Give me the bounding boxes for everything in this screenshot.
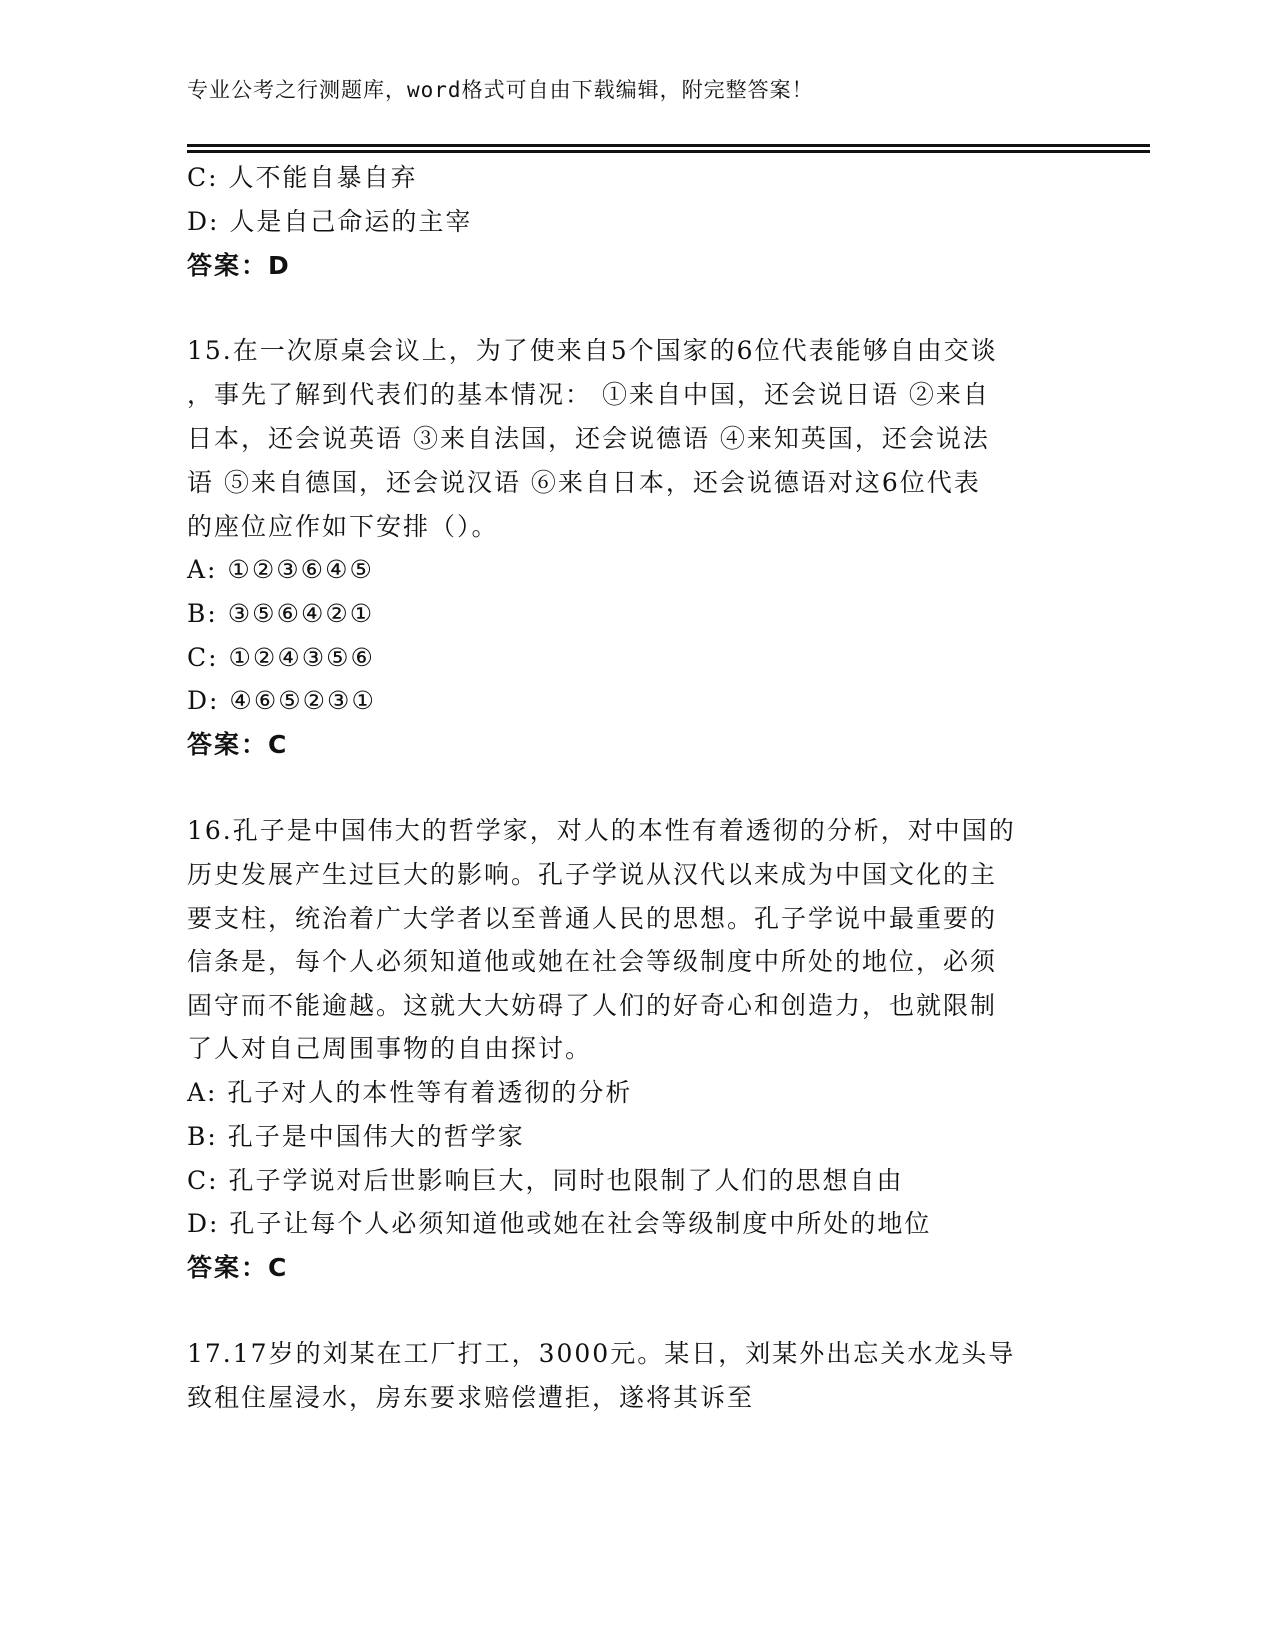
q14-answer: 答案：D — [187, 251, 291, 280]
header-rule-top — [187, 144, 1150, 147]
q15-option-b: B: ③⑤⑥④②① — [187, 599, 375, 628]
q15-stem-line: 语 ⑤来自德国，还会说汉语 ⑥来自日本，还会说德语对这6位代表 — [187, 468, 981, 497]
q17-stem-line: 17.17岁的刘某在工厂打工，3000元。某日，刘某外出忘关水龙头导 — [187, 1339, 1016, 1368]
q16-stem-line: 要支柱，统治着广大学者以至普通人民的思想。孔子学说中最重要的 — [187, 904, 998, 933]
q15-option-c: C: ①②④③⑤⑥ — [187, 643, 375, 672]
q15-stem-line: 日本，还会说英语 ③来自法国，还会说德语 ④来知英国，还会说法 — [187, 424, 990, 453]
q16-stem-line: 了人对自己周围事物的自由探讨。 — [187, 1034, 593, 1063]
q16-option-b: B: 孔子是中国伟大的哲学家 — [187, 1122, 525, 1151]
q16-stem-line: 16.孔子是中国伟大的哲学家，对人的本性有着透彻的分析，对中国的 — [187, 816, 1016, 845]
q14-option-c: C: 人不能自暴自弃 — [187, 163, 418, 192]
q17-stem-line: 致租住屋浸水，房东要求赔偿遭拒，遂将其诉至 — [187, 1383, 755, 1412]
header-rule-bottom — [187, 150, 1150, 153]
q15-stem-line: 15.在一次原桌会议上，为了使来自5个国家的6位代表能够自由交谈 — [187, 336, 998, 365]
q16-stem-line: 固守而不能逾越。这就大大妨碍了人们的好奇心和创造力，也就限制 — [187, 991, 998, 1020]
q16-option-a: A: 孔子对人的本性等有着透彻的分析 — [187, 1078, 633, 1107]
q14-option-d: D: 人是自己命运的主宰 — [187, 207, 473, 236]
q15-stem-line: ，事先了解到代表们的基本情况： ①来自中国，还会说日语 ②来自 — [187, 380, 990, 409]
q15-option-d: D: ④⑥⑤②③① — [187, 686, 376, 715]
q16-option-c: C: 孔子学说对后世影响巨大，同时也限制了人们的思想自由 — [187, 1166, 904, 1195]
q15-option-a: A: ①②③⑥④⑤ — [187, 555, 374, 584]
q16-stem-line: 历史发展产生过巨大的影响。孔子学说从汉代以来成为中国文化的主 — [187, 860, 998, 889]
q15-answer: 答案：C — [187, 730, 289, 759]
q16-stem-line: 信条是，每个人必须知道他或她在社会等级制度中所处的地位，必须 — [187, 947, 998, 976]
q16-answer: 答案：C — [187, 1253, 289, 1282]
q16-option-d: D: 孔子让每个人必须知道他或她在社会等级制度中所处的地位 — [187, 1209, 932, 1238]
page-header: 专业公考之行测题库，word格式可自由下载编辑，附完整答案！ — [187, 78, 814, 102]
q15-stem-line: 的座位应作如下安排（）。 — [187, 512, 499, 541]
